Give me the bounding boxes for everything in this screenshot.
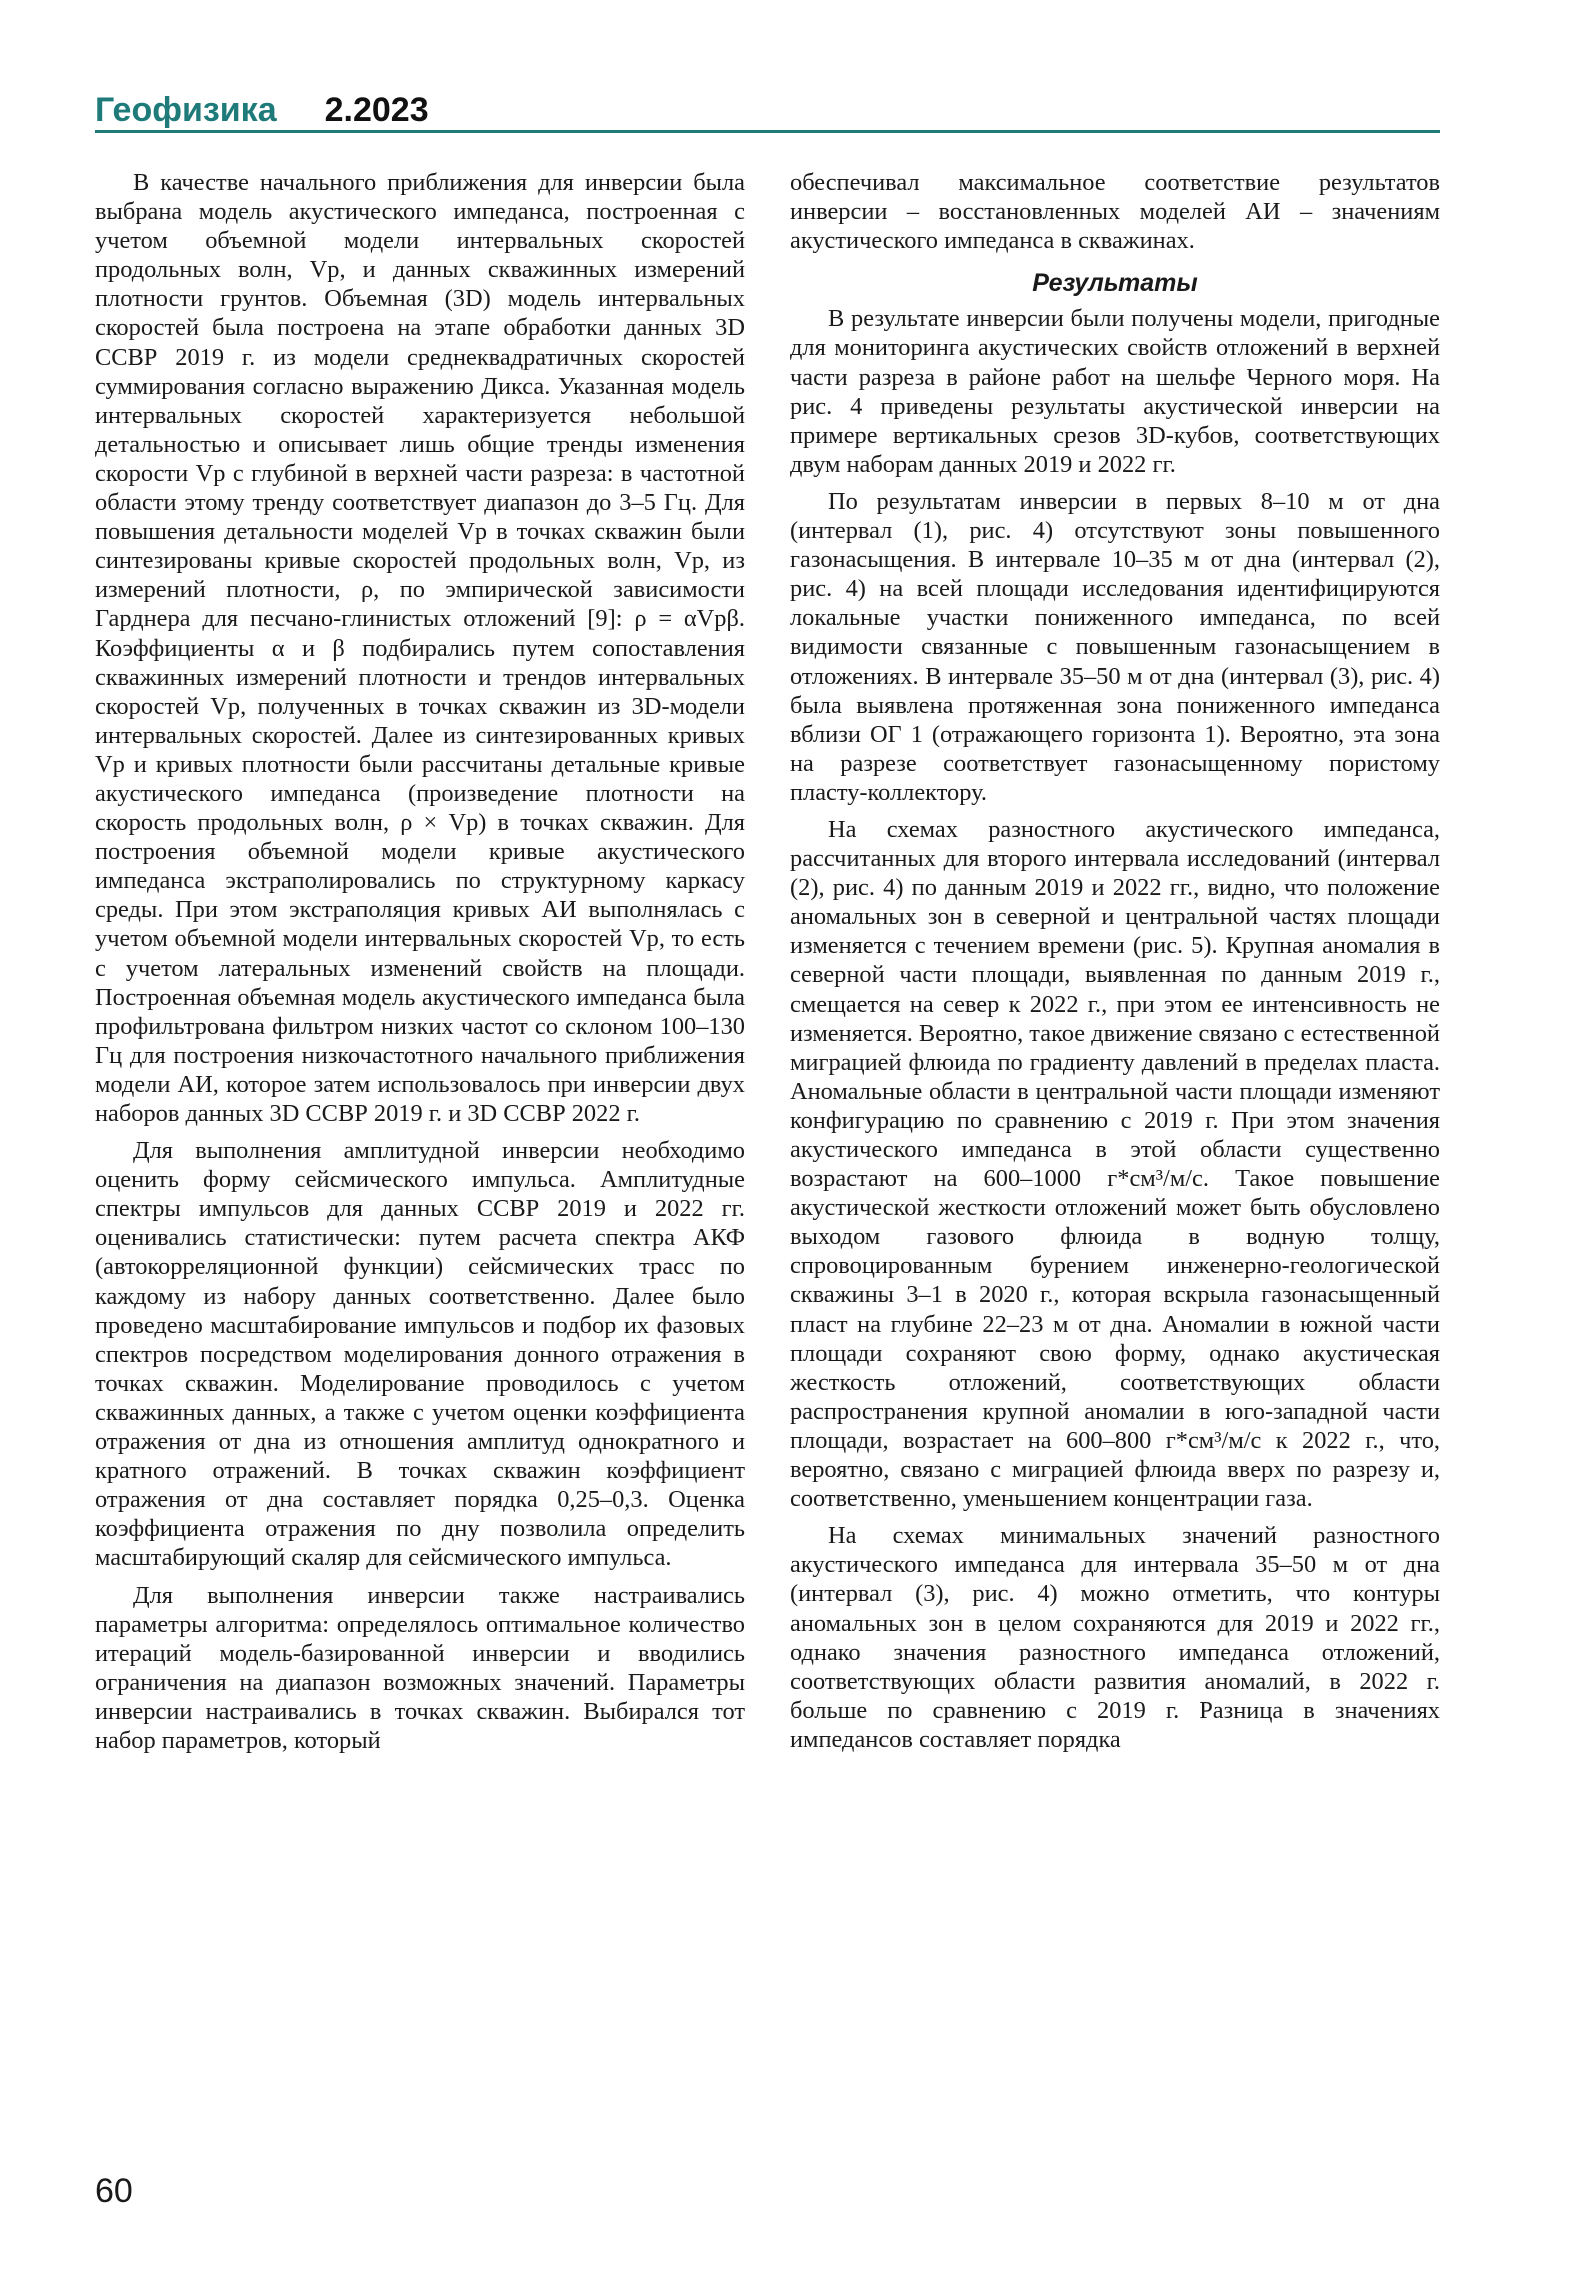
issue-number: 2.2023 (324, 91, 429, 129)
paragraph: В результате инверсии были получены модели, пригодные для мониторинга акустических свойств отложений в верхней части разреза в районе работ на шельфе Черного моря. На рис. 4 приведены результаты акустической инверсии на примере вертикальных срезов 3D-кубов, соответствующих двум наборам данных 2019 и 2022 гг. (790, 305, 1440, 478)
paragraph-continuation: обеспечивал максимальное соответствие результатов инверсии – восстановленных моделей АИ – значениям акустического импеданса в скважинах. (790, 169, 1440, 255)
paragraph: В качестве начального приближения для инверсии была выбрана модель акустического импеданса, построенная с учетом объемной модели интервальных скоростей продольных волн, Vp, и данных скважинных измерений плотности грунтов. Объемная (3D) модель интервальных скоростей была построена на этапе обработки данных 3D ССВР 2019 г. из модели среднеквадратичных скоростей суммирования согласно выражению Дикса. Указанная модель интервальных скоростей характеризуется небольшой детальностью и описывает лишь общие тренды изменения скорости Vp с глубиной в верхней части разреза: в частотной области этому тренду соответствует диапазон до 3–5 Гц. Для повышения детальности моделей Vp в точках скважин были синтезированы кривые скоростей продольных волн, Vp, из измерений плотности, ρ, по эмпирической зависимости Гарднера для песчано-глинистых отложений [9]: ρ = αVpβ. Коэффициенты α и β подбирались путем сопоставления скважинных измерений плотности и трендов интервальных скоростей Vp, полученных в точках скважин из 3D-модели интервальных скоростей. Далее из синтезированных кривых Vp и кривых плотности были рассчитаны детальные кривые акустического импеданса (произведение плотности на скорость продольных волн, ρ × Vp) в точках скважин. Для построения объемной модели кривые акустического импеданса экстраполировались по структурному каркасу среды. При этом экстраполяция кривых АИ выполнялась с учетом объемной модели интервальных скоростей Vp, то есть с учетом латеральных изменений свойств на площади. Построенная объемная модель акустического импеданса была профильтрована фильтром низких частот со склоном 100–130 Гц для построения низкочастотного начального приближения модели АИ, которое затем использовалось при инверсии двух наборов данных 3D ССВР 2019 г. и 3D ССВР 2022 г. (95, 169, 745, 1127)
header-rule (95, 130, 1440, 133)
paragraph: На схемах минимальных значений разностного акустического импеданса для интервала 35–50 м от дна (интервал (3), рис. 4) можно отметить, что контуры аномальных зон в целом сохраняются для 2019 и 2022 гг., однако значения разностного импеданса отложений, соответствующих области развития аномалий, в 2022 г. больше по сравнению с 2019 г. Разница в значениях импедансов составляет порядка (790, 1522, 1440, 1753)
section-title: Результаты (1032, 269, 1198, 298)
page-number: 60 (95, 2172, 133, 2210)
paragraph: По результатам инверсии в первых 8–10 м от дна (интервал (1), рис. 4) отсутствуют зоны повышенного газонасыщения. В интервале 10–35 м от дна (интервал (2), рис. 4) на всей площади исследования идентифицируются локальные участки пониженного импеданса, по всей видимости связанные с повышенным газонасыщением в отложениях. В интервале 35–50 м от дна (интервал (3), рис. 4) была выявлена протяженная зона пониженного импеданса вблизи ОГ 1 (отражающего горизонта 1). Вероятно, эта зона на разрезе соответствует газонасыщенному пористому пласту-коллектору. (790, 487, 1440, 806)
paragraph: Для выполнения амплитудной инверсии необходимо оценить форму сейсмического импульса. Амплитудные спектры импульсов для данных ССВР 2019 и 2022 гг. оценивались статистически: путем расчета спектра АКФ (автокорреляционной функции) сейсмических трасс по каждому из набору данных соответственно. Далее было проведено масштабирование импульсов и подбор их фазовых спектров посредством моделирования донного отражения в точках скважин. Моделирование проводилось с учетом скважинных данных, а также с учетом оценки коэффициента отражения от дна из отношения амплитуд однократного и кратного отражений. В точках скважин коэффициент отражения от дна составляет порядка 0,25–0,3. Оценка коэффициента отражения по дну позволила определить масштабирующий скаляр для сейсмического импульса. (95, 1137, 745, 1572)
running-header (95, 78, 1435, 130)
paragraph: Для выполнения инверсии также настраивались параметры алгоритма: определялось оптимальное количество итераций модель-базированной инверсии и вводились ограничения на диапазон возможных значений. Параметры инверсии настраивались в точках скважин. Выбирался тот набор параметров, который (95, 1581, 745, 1754)
left-column (95, 168, 745, 1755)
paragraph: На схемах разностного акустического импеданса, рассчитанных для второго интервала исследований (интервал (2), рис. 4) по данным 2019 и 2022 гг., видно, что положение аномальных зон в северной и центральной частях площади изменяется с течением времени (рис. 5). Крупная аномалия в северной части площади, выявленная по данным 2019 г., смещается на север к 2022 г., при этом ее интенсивность не изменяется. Вероятно, такое движение связано с естественной миграцией флюида по градиенту давлений в пределах пласта. Аномальные области в центральной части площади изменяют конфигурацию по сравнению с 2019 г. При этом значения акустического импеданса в этой области существенно возрастают на 600–1000 г*см³/м/с. Такое повышение акустической жесткости отложений может быть обусловлено выходом газового флюида в водную толщу, спровоцированным бурением инженерно-геологической скважины 3–1 в 2020 г., которая вскрыла газонасыщенный пласт на глубине 22–23 м от дна. Аномалии в южной части площади сохраняют свою форму, однако акустическая жесткость отложений, соответствующих области распространения крупной аномалии в юго-западной части площади, возрастает на 600–800 г*см³/м/с к 2022 г., что, вероятно, связано с миграцией флюида вверх по разрезу и, соответственно, уменьшением концентрации газа. (790, 815, 1440, 1513)
right-column (790, 168, 1440, 1754)
journal-title: Геофизика (95, 91, 277, 129)
